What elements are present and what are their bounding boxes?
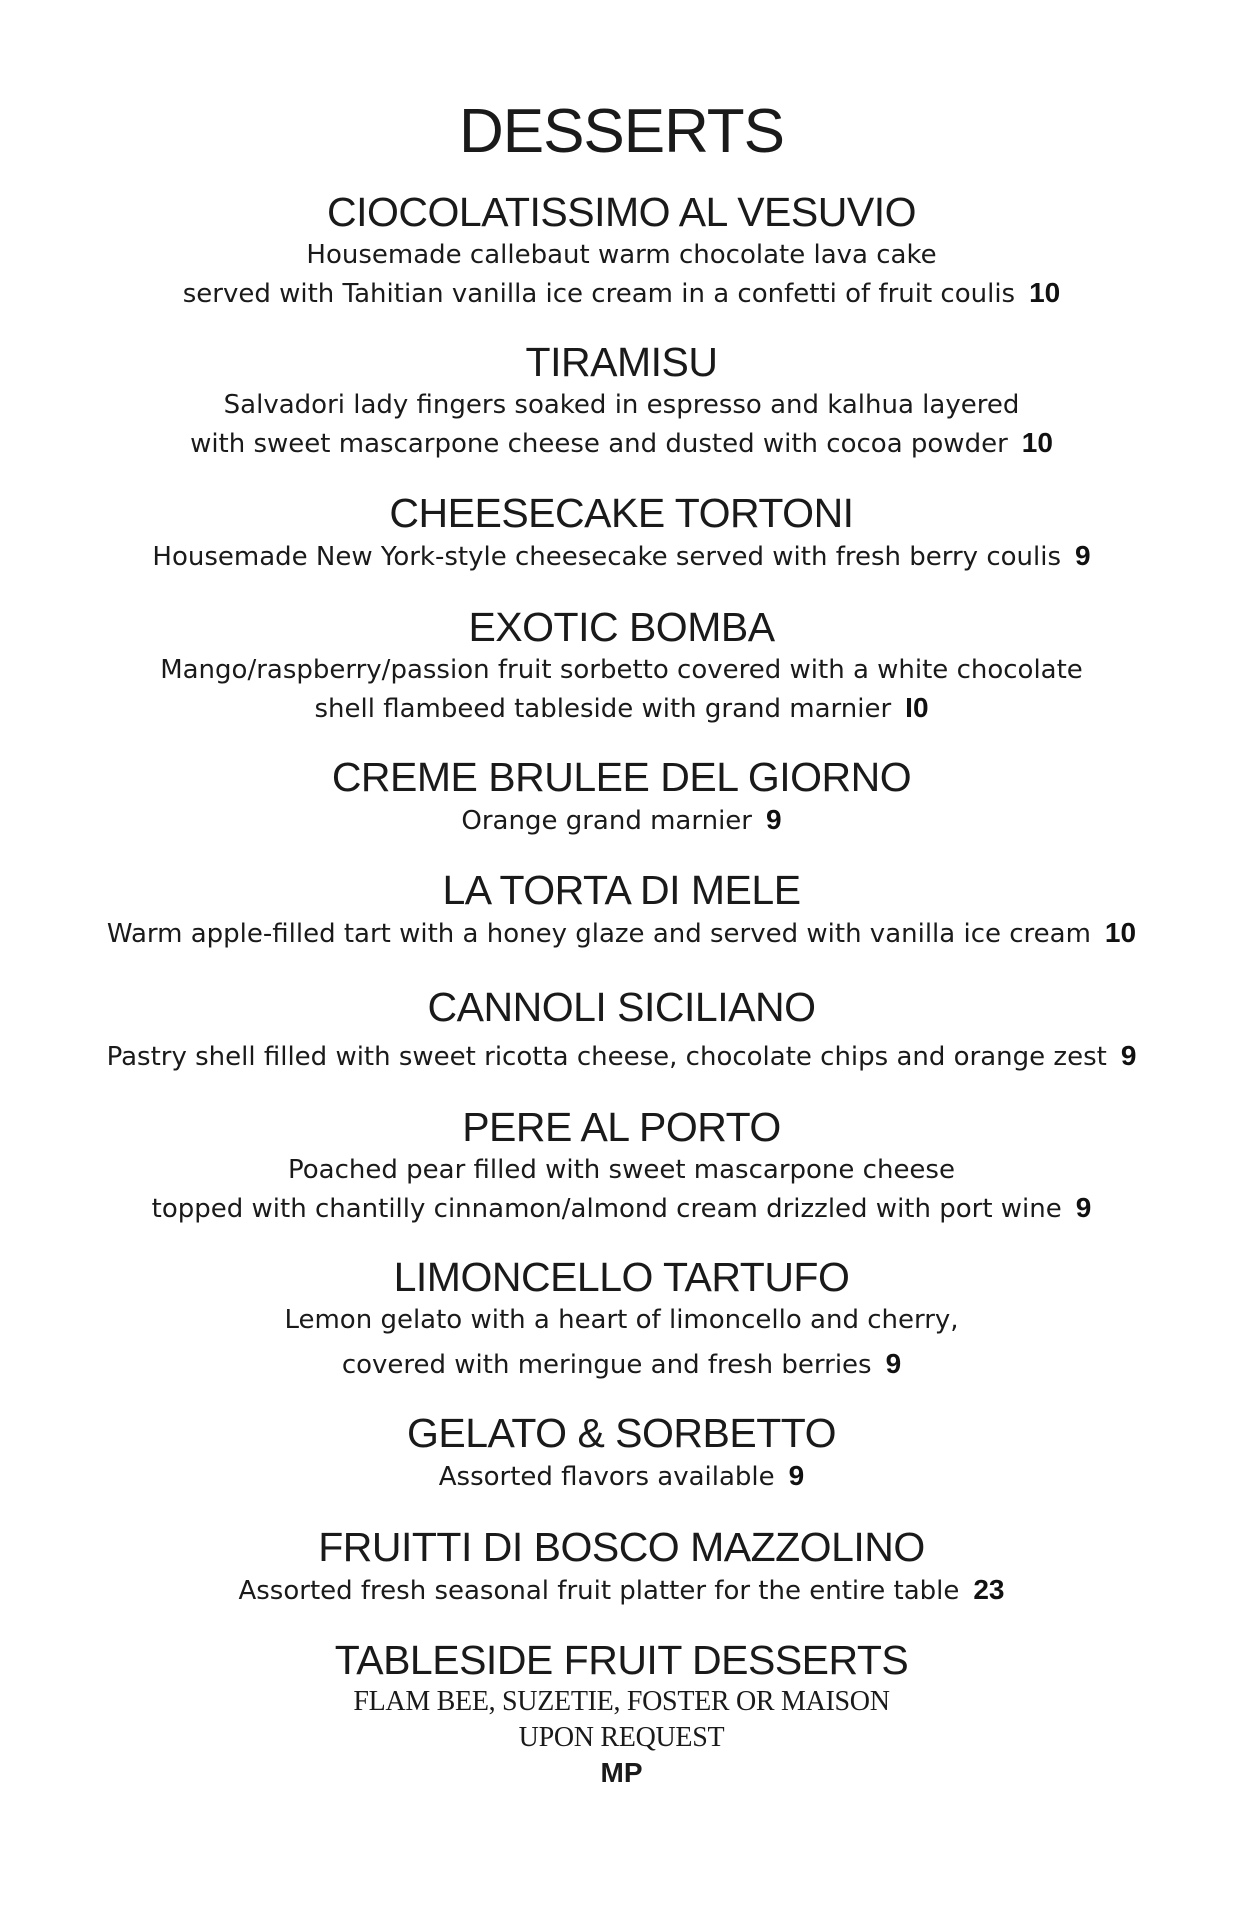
item-name: CANNOLI SICILIANO [427, 984, 816, 1030]
item-name: CHEESECAKE TORTONI [389, 490, 854, 536]
item-description-line [0, 424, 1243, 463]
item-name: TIRAMISU [525, 339, 718, 385]
item-description-line [0, 801, 1243, 840]
item-description-text: Warm apple-filled tart with a honey glaze and served with vanilla ice cream [106, 919, 1091, 949]
item-name: TABLESIDE FRUIT DESSERTS [334, 1637, 909, 1683]
item-description-text: Pastry shell filled with sweet ricotta cheese, chocolate chips and orange zest [106, 1042, 1107, 1072]
item-description-text: Assorted fresh seasonal fruit platter for the entire table [238, 1576, 960, 1606]
item-description-line: Mango/raspberry/passion fruit sorbetto covered with a white chocolate [160, 655, 1083, 685]
item-description-line [0, 1037, 1243, 1076]
item-description-line [0, 537, 1243, 576]
menu-item-pere-al-porto [0, 1103, 1243, 1228]
menu-item-torta-di-mele [0, 866, 1243, 953]
item-description-text: with sweet mascarpone cheese and dusted with cocoa powder [190, 429, 1008, 459]
menu-item-fruitti-di-bosco [0, 1523, 1243, 1610]
item-description-line: Lemon gelato with a heart of limoncello and cherry, [284, 1305, 959, 1335]
item-name: GELATO & SORBETTO [407, 1410, 836, 1456]
item-description-line [0, 689, 1243, 728]
item-name: CIOCOLATISSIMO AL VESUVIO [327, 189, 916, 235]
item-description-text: topped with chantilly cinnamon/almond cream drizzled with port wine [151, 1194, 1062, 1224]
menu-item-exotic-bomba [0, 603, 1243, 728]
item-description-line: Housemade callebaut warm chocolate lava cake [306, 240, 937, 270]
item-description-line: UPON REQUEST [518, 1722, 725, 1753]
menu-item-limoncello-tartufo [0, 1253, 1243, 1384]
item-price: 9 [1075, 540, 1091, 571]
item-description-line [0, 1345, 1243, 1384]
menu-item-cannoli-siciliano [0, 983, 1243, 1076]
item-description-line: Poached pear filled with sweet mascarpone cheese [288, 1155, 955, 1185]
item-description-line: Salvadori lady fingers soaked in espresso and kalhua layered [223, 390, 1020, 420]
item-description-text: covered with meringue and fresh berries [341, 1350, 872, 1380]
item-name: LA TORTA DI MELE [442, 867, 801, 913]
item-price: 10 [1021, 427, 1053, 458]
item-description-line [0, 1571, 1243, 1610]
menu-item-creme-brulee [0, 753, 1243, 840]
item-price: 23 [973, 1574, 1005, 1605]
item-description-line [0, 274, 1243, 313]
item-name: EXOTIC BOMBA [468, 604, 775, 650]
item-description-line [0, 1189, 1243, 1228]
item-name: PERE AL PORTO [462, 1104, 781, 1150]
menu-title: DESSERTS [458, 97, 785, 166]
item-price: I0 [905, 692, 929, 723]
item-description-text: shell flambeed tableside with grand marnier [314, 694, 892, 724]
item-description-line: FLAM BEE, SUZETIE, FOSTER OR MAISON [353, 1686, 890, 1717]
item-description-text: served with Tahitian vanilla ice cream in a confetti of fruit coulis [182, 279, 1016, 309]
item-price: 9 [1075, 1192, 1092, 1223]
item-description-text: Assorted flavors available [438, 1462, 775, 1492]
item-description-text: Housemade New York-style cheesecake served with fresh berry coulis [152, 542, 1061, 572]
item-price: 9 [766, 804, 782, 835]
menu-item-tableside-fruit-desserts [0, 1636, 1243, 1790]
item-description-line [0, 914, 1243, 953]
menu-item-tiramisu [0, 338, 1243, 463]
item-name: FRUITTI DI BOSCO MAZZOLINO [318, 1524, 925, 1570]
item-price: 9 [885, 1348, 902, 1379]
item-price: MP [600, 1757, 643, 1788]
item-price: 9 [788, 1460, 805, 1491]
item-name: CREME BRULEE DEL GIORNO [331, 754, 912, 800]
menu-item-gelato-sorbetto [0, 1409, 1243, 1496]
item-name: LIMONCELLO TARTUFO [393, 1254, 850, 1300]
menu-item-ciocolatissimo [0, 188, 1243, 313]
item-price: 10 [1029, 277, 1061, 308]
menu-item-cheesecake-tortoni [0, 489, 1243, 576]
item-price: 10 [1104, 917, 1137, 948]
item-description-text: Orange grand marnier [461, 806, 752, 836]
item-price: 9 [1120, 1040, 1137, 1071]
item-description-line [0, 1457, 1243, 1496]
